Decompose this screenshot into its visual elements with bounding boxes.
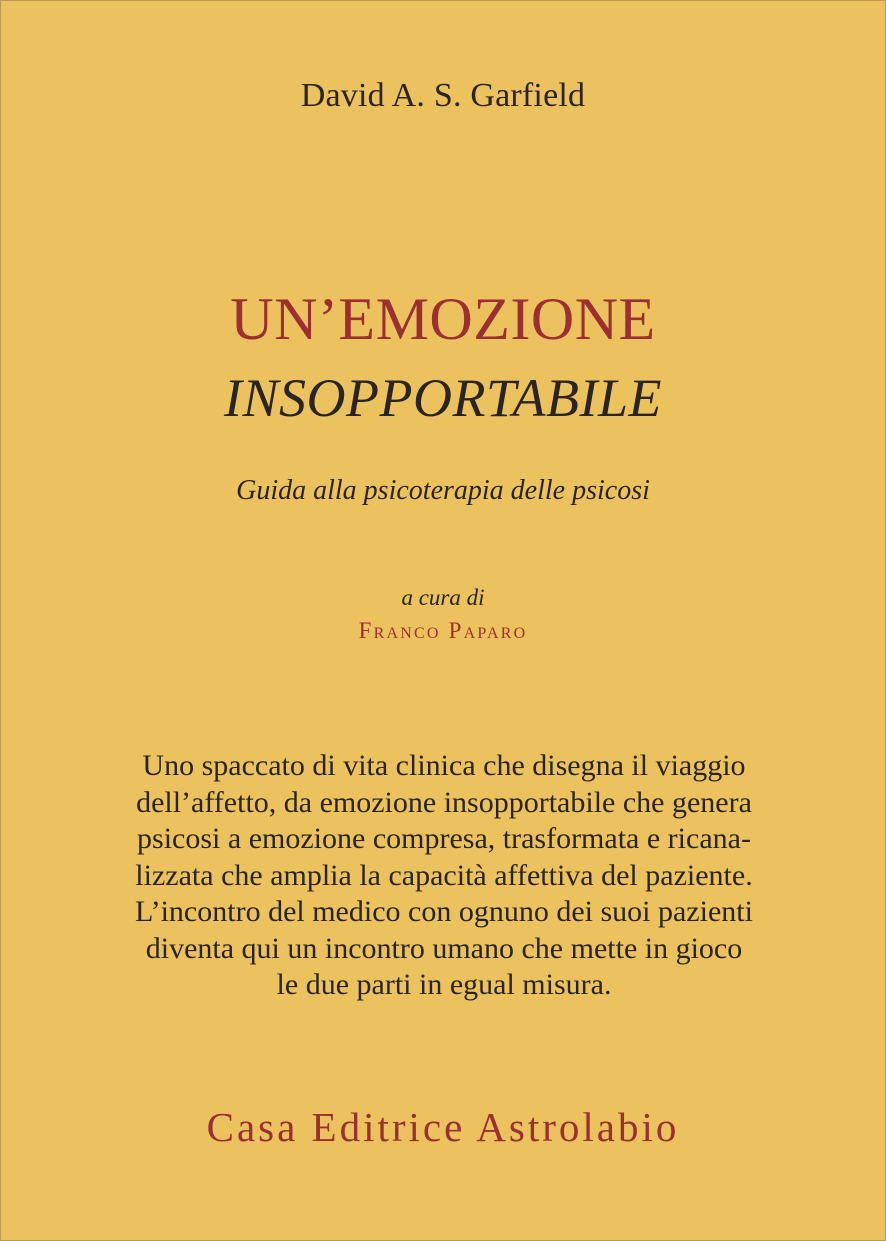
blurb-line: diventa qui un incontro umano che mette in gioco [145,931,743,965]
blurb-line: psicosi a emozione compresa, trasformata e ricana- [137,822,751,855]
editor-name: Franco Paparo [358,618,528,643]
blurb-line: Uno spaccato di vita clinica che disegna il viaggio [142,749,746,782]
blurb-line: le due parti in egual misura. [276,968,612,1001]
blurb-line: lizzata che amplia la capacità affettiva del paziente. [135,858,753,892]
title-line-2: INSOPPORTABILE [224,368,662,428]
subtitle: Guida alla psicoterapia delle psicosi [236,475,650,506]
author-name: David A. S. Garfield [300,77,586,114]
blurb-line: L’incontro del medico con ognuno dei suoi pazienti [135,895,753,928]
blurb-line: dell’affetto, da emozione insopportabile che genera [136,785,752,819]
publisher-name: Casa Editrice Astrolabio [206,1104,680,1150]
blurb-text [101,748,787,1004]
title-line-1: UN’EMOZIONE [230,286,656,352]
curated-by-label: a cura di [401,585,485,610]
